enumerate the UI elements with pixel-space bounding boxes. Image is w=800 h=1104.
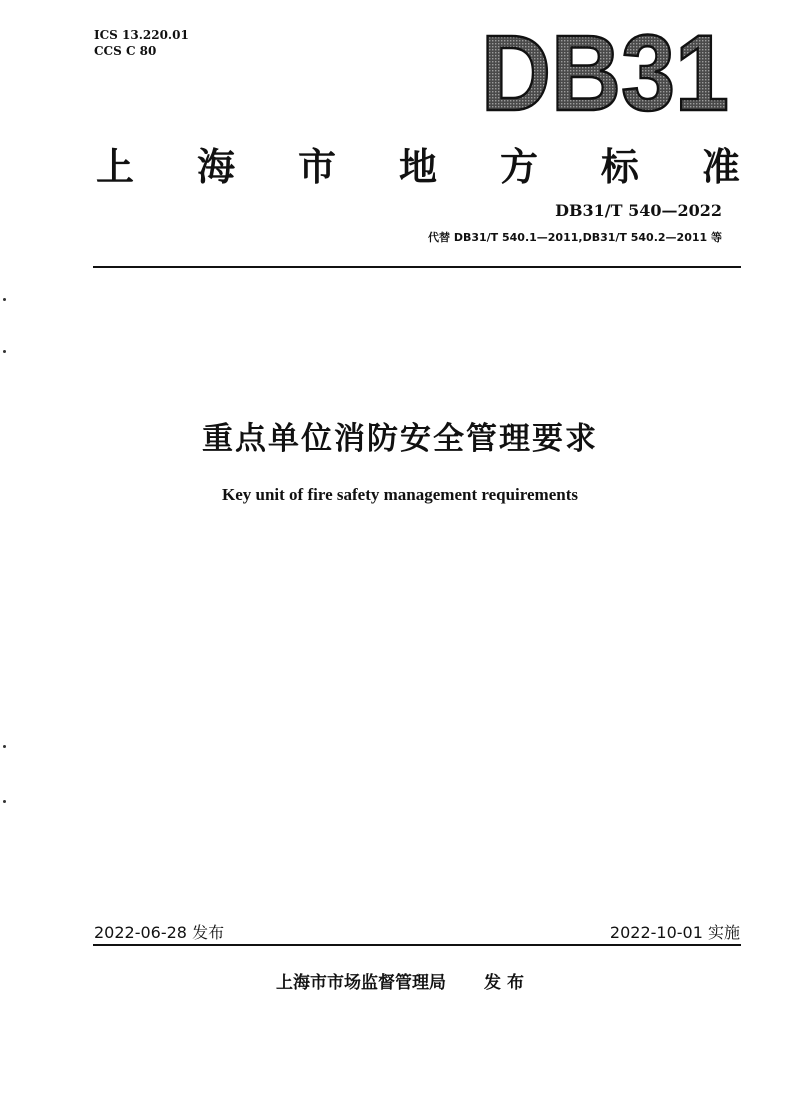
implementation-date: 2022-10-01 实施 bbox=[609, 923, 740, 942]
header-divider bbox=[93, 266, 741, 268]
scan-speck bbox=[3, 298, 6, 301]
replaces-note: 代替 DB31/T 540.1—2011,DB31/T 540.2—2011 等 bbox=[427, 231, 722, 244]
db31-logo bbox=[480, 22, 730, 122]
issuer-name: 上海市市场监督管理局 bbox=[276, 973, 447, 993]
ccs-code: CCS C 80 bbox=[94, 44, 157, 58]
db31-logo-text: DB31 bbox=[481, 22, 729, 122]
document-title-english: Key unit of fire safety management requirements bbox=[222, 485, 578, 504]
ics-code: ICS 13.220.01 bbox=[94, 28, 189, 42]
standard-type-char: 上 bbox=[96, 144, 135, 189]
footer-divider bbox=[93, 944, 741, 946]
document-title-chinese: 重点单位消防安全管理要求 bbox=[202, 421, 598, 457]
scan-speck bbox=[3, 745, 6, 748]
scan-speck bbox=[3, 350, 6, 353]
issue-date: 2022-06-28 发布 bbox=[94, 923, 225, 942]
issuer-line bbox=[0, 968, 800, 993]
scan-speck bbox=[3, 800, 6, 803]
classification-codes bbox=[94, 27, 189, 59]
standard-type-char: 准 bbox=[701, 144, 740, 189]
issuer-action: 发 布 bbox=[484, 973, 524, 993]
standard-type-title bbox=[96, 138, 740, 188]
standard-type-char: 地 bbox=[398, 144, 437, 189]
standard-type-char: 标 bbox=[600, 144, 639, 189]
standard-type-char: 海 bbox=[196, 144, 235, 189]
standard-type-char: 市 bbox=[297, 144, 336, 189]
standard-number: DB31/T 540—2022 bbox=[555, 201, 722, 220]
standard-type-char: 方 bbox=[499, 144, 538, 189]
